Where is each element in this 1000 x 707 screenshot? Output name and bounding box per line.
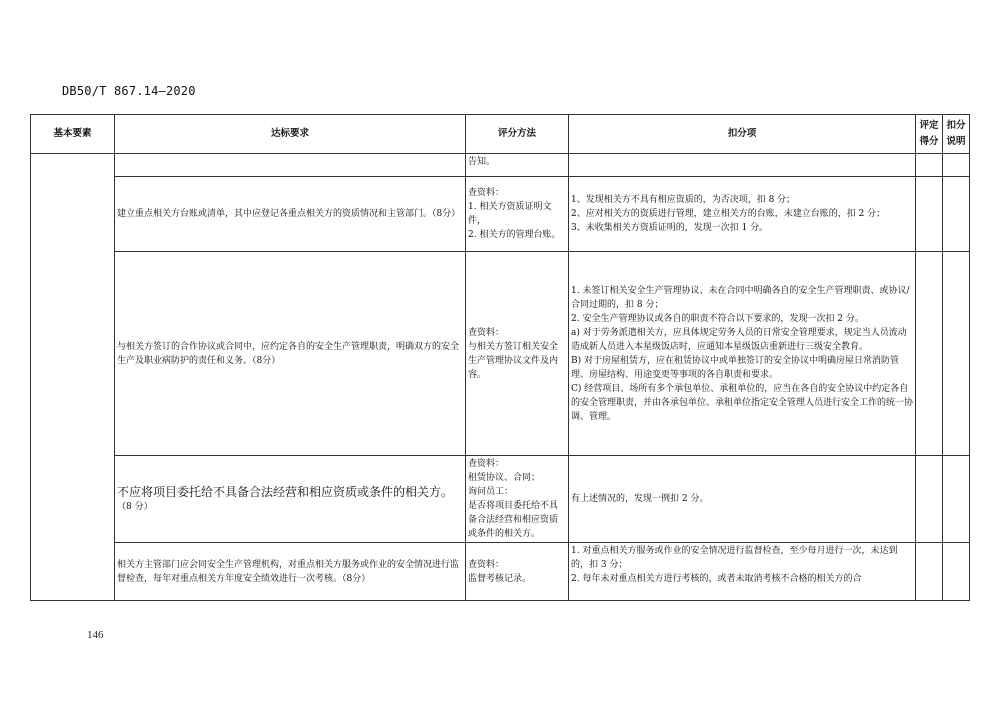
score-cell bbox=[916, 456, 943, 543]
deduction-cell bbox=[569, 543, 916, 601]
table-row bbox=[31, 456, 970, 543]
method-line: 1. 相关方资质证明文件， bbox=[468, 202, 552, 226]
basic-element-cell bbox=[31, 154, 115, 601]
header-requirement: 达标要求 bbox=[115, 115, 466, 154]
deduction-line: 1. 未签订相关安全生产管理协议、未在合同中明确各自的安全生产管理职责、或协议/合同过期的，扣 8 分； bbox=[571, 285, 910, 310]
method-line: 监督考核记录。 bbox=[468, 573, 532, 584]
note-cell bbox=[943, 154, 970, 177]
score-cell bbox=[916, 252, 943, 456]
table-row bbox=[31, 154, 970, 177]
requirement-cell: 建立重点相关方台账或清单，其中应登记各重点相关方的资质情况和主管部门。（8分） bbox=[115, 177, 466, 252]
deduction-line: 1、发现相关方不具有相应资质的，为否决项，扣 8 分； bbox=[571, 195, 796, 205]
note-cell bbox=[943, 177, 970, 252]
deduction-cell bbox=[569, 456, 916, 543]
deduction-line: 3、未收集相关方资质证明的，发现一次扣 1 分。 bbox=[571, 223, 769, 233]
table-row bbox=[31, 543, 970, 601]
deduction-cell bbox=[569, 154, 916, 177]
requirement-cell: 相关方主管部门应会同安全生产管理机构，对重点相关方服务或作业的安全情况进行监督检查，每年对重点相关方年度安全绩效进行一次考核。（8分） bbox=[115, 543, 466, 601]
header-scoring-method: 评分方法 bbox=[466, 115, 569, 154]
header-deduction-note: 扣分说明 bbox=[943, 115, 970, 154]
deduction-line: 2. 每年未对重点相关方进行考核的，或者未取消考核不合格的相关方的合 bbox=[571, 574, 862, 584]
requirement-cell: 与相关方签订的合作协议或合同中，应约定各自的安全生产管理职责，明确双方的安全生产及职业病防护的责任和义务。（8分） bbox=[115, 252, 466, 456]
deduction-line: 1. 对重点相关方服务或作业的安全情况进行监督检查，至少每月进行一次，未达到的，扣 3 分； bbox=[571, 546, 898, 570]
header-score: 评定得分 bbox=[916, 115, 943, 154]
method-line: 是否将项目委托给不具备合法经营和相应资质或条件的相关方。 bbox=[468, 501, 559, 539]
method-cell bbox=[466, 456, 569, 543]
score-cell bbox=[916, 177, 943, 252]
method-line: 询问员工： bbox=[468, 487, 514, 497]
header-basic-element: 基本要素 bbox=[31, 115, 115, 154]
deduction-cell bbox=[569, 252, 916, 456]
requirement-text: 不应将项目委托给不具备合法经营和相应资质或条件的相关方。 bbox=[117, 485, 454, 499]
method-line: 查资料： bbox=[468, 459, 505, 469]
table-row bbox=[31, 252, 970, 456]
note-cell bbox=[943, 543, 970, 601]
method-cell bbox=[466, 543, 569, 601]
header-deduction: 扣分项 bbox=[569, 115, 916, 154]
document-code: DB50/T 867.14—2020 bbox=[62, 84, 196, 98]
method-line: 查资料： bbox=[468, 327, 505, 338]
deduction-line: 有上述情况的，发现一例扣 2 分。 bbox=[571, 494, 709, 504]
method-line: 租赁协议、合同； bbox=[468, 473, 541, 483]
standard-table bbox=[30, 114, 970, 601]
score-cell bbox=[916, 154, 943, 177]
page-number: 146 bbox=[87, 629, 104, 641]
note-cell bbox=[943, 252, 970, 456]
deduction-line: a) 对于劳务派遣相关方，应具体规定劳务人员的日常安全管理要求，规定当人员流动造成新人员进入本星级饭店时，应通知本星级饭店重新进行三级安全教育。 bbox=[571, 327, 907, 352]
method-cell bbox=[466, 154, 569, 177]
method-cell bbox=[466, 177, 569, 252]
method-line: 告知。 bbox=[468, 157, 496, 167]
deduction-line: 2. 安全生产管理协议或各自的职责不符合以下要求的，发现一次扣 2 分。 bbox=[571, 313, 864, 324]
deduction-cell bbox=[569, 177, 916, 252]
requirement-score: （8 分） bbox=[117, 502, 153, 512]
method-line: 查资料： bbox=[468, 188, 505, 198]
requirement-cell bbox=[115, 154, 466, 177]
method-cell bbox=[466, 252, 569, 456]
score-cell bbox=[916, 543, 943, 601]
deduction-line: 2、应对相关方的资质进行管理，建立相关方的台账，未建立台账的，扣 2 分； bbox=[571, 209, 886, 219]
method-line: 与相关方签订相关安全生产管理协议文件及内容。 bbox=[468, 341, 559, 380]
table-row bbox=[31, 177, 970, 252]
method-line: 2. 相关方的管理台账。 bbox=[468, 230, 561, 240]
deduction-line: B) 对于房屋租赁方，应在租赁协议中或单独签订的安全协议中明确房屋日常消防管理、房屋结构、用途变更等事项的各自职责和要求。 bbox=[571, 355, 899, 380]
note-cell bbox=[943, 456, 970, 543]
table-header-row bbox=[31, 115, 970, 154]
deduction-line: C) 经营项目、场所有多个承包单位、承租单位的，应当在各自的安全协议中约定各自的安全管理职责，并由各承包单位、承租单位指定安全管理人员进行安全工作的统一协调、管理。 bbox=[571, 383, 914, 422]
requirement-cell bbox=[115, 456, 466, 543]
method-line: 查资料： bbox=[468, 559, 505, 570]
